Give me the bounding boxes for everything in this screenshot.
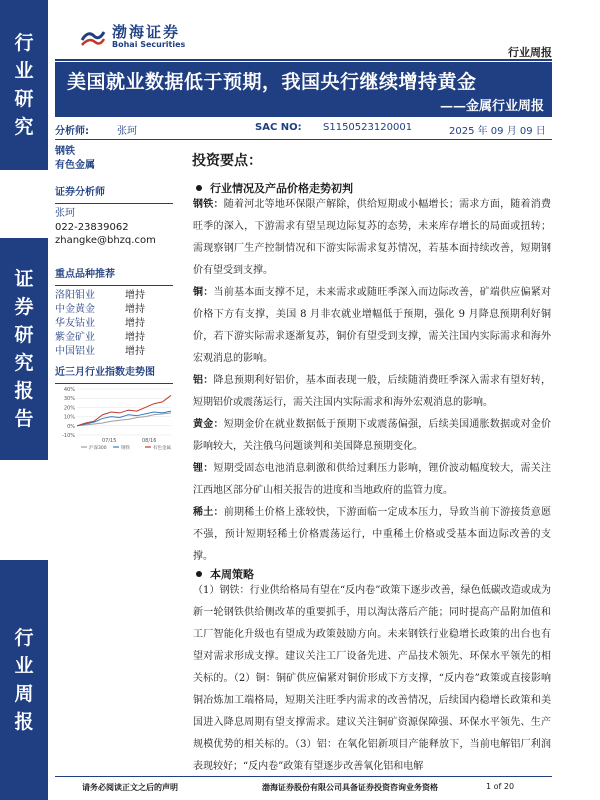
- stock-name: 中国铝业: [55, 346, 95, 357]
- analyst-phone: 022-23839062: [55, 222, 129, 233]
- sidebar-char: 业: [14, 655, 34, 677]
- stock-rating: 增持: [125, 332, 145, 343]
- para-text: 随着河北等地环保限产解除，供给短期或小幅增长；需求方面，随着消费旺季的深入，下游需求有望呈现边际复苏的态势，未来库存增长的局面或扭转；需现察钢厂生产控制情况和下游实际需求复苏情况，若基本面持续改善，短期钢价有望受到支撑。: [193, 199, 552, 276]
- para-label: 铝：: [193, 375, 214, 386]
- legend-label: 有色金属: [153, 446, 171, 451]
- report-date: 2025 年 09 月 09 日: [449, 126, 546, 137]
- series-line: [77, 413, 171, 426]
- recommendation-row: [55, 289, 173, 303]
- recommendations-title: 重点品种推荐: [55, 269, 115, 280]
- title-banner: [55, 62, 552, 117]
- stock-name: 中金黄金: [55, 304, 95, 315]
- stock-rating: 增持: [125, 290, 145, 301]
- bohai-logo: [80, 24, 185, 49]
- logo-en-text: Bohai Securities: [112, 40, 186, 49]
- sidebar-char: 报: [14, 711, 34, 733]
- analyst-card-name: 张珂: [55, 208, 75, 219]
- industry-tag: 有色金属: [55, 160, 95, 171]
- series-line: [77, 411, 171, 426]
- lithium-paragraph: [193, 458, 551, 502]
- investment-highlights-title: 投资要点：: [192, 153, 262, 169]
- bohai-logo-icon: [80, 26, 106, 48]
- divider: [55, 285, 173, 286]
- stock-name: 洛阳钼业: [55, 290, 95, 301]
- page-number: 1 of 20: [486, 782, 515, 791]
- footer-divider: [55, 776, 552, 777]
- x-tick-label: 07/15: [102, 438, 117, 444]
- rare-earth-paragraph: [193, 502, 551, 568]
- stock-name: 华友钴业: [55, 318, 95, 329]
- divider: [55, 203, 173, 204]
- sidebar-char: 周: [14, 683, 34, 705]
- y-tick-label: 10%: [63, 414, 75, 421]
- para-label: 钢铁：: [193, 199, 224, 210]
- y-tick-label: -10%: [62, 433, 75, 439]
- legend-label: 沪深300: [89, 446, 107, 451]
- analyst-email: zhangke@bhzq.com: [55, 235, 156, 246]
- gold-paragraph: [193, 414, 551, 458]
- sidebar-char: 研: [14, 88, 34, 110]
- sidebar-block-weekly: [0, 560, 48, 800]
- sidebar-block-industry-research: [0, 0, 48, 170]
- footer-qualification: 渤海证券股份有限公司具备证券投资咨询业务资格: [262, 783, 438, 792]
- recommendation-row: [55, 331, 173, 345]
- para-text: 短期受固态电池消息刺激和供给过剩压力影响，锂价波动幅度较大，需关注江西地区部分矿山相关报告的进度和当地政府的监管力度。: [193, 463, 552, 496]
- meta-divider: [55, 139, 552, 140]
- industry-trend-chart: [55, 385, 175, 451]
- sidebar-char: 券: [14, 296, 34, 318]
- sidebar-char: 行: [14, 32, 34, 54]
- report-title: 美国就业数据低于预期，我国央行继续增持黄金: [67, 71, 477, 93]
- logo-cn-text: 渤海证券: [112, 23, 181, 41]
- subsection-title: 本周策略: [210, 568, 254, 581]
- recommendation-row: [55, 303, 173, 317]
- sidebar-block-research-report: [0, 238, 48, 460]
- chart-title-block: [55, 366, 173, 387]
- divider: [55, 383, 173, 384]
- analyst-card: [55, 186, 173, 247]
- recommendation-row: [55, 345, 173, 359]
- sidebar-char: 研: [14, 324, 34, 346]
- industry-tags: [55, 145, 173, 173]
- sidebar-char: 究: [14, 352, 34, 374]
- recommendations: [55, 268, 173, 359]
- series-line: [77, 395, 171, 425]
- sac-label: SAC NO:: [255, 122, 302, 133]
- sidebar-char: 告: [14, 408, 34, 430]
- subsection-title: 行业情况及产品价格走势初判: [210, 182, 353, 195]
- chart-title: 近三月行业指数走势图: [55, 367, 155, 378]
- bullet-icon: [196, 571, 202, 577]
- y-tick-label: 20%: [63, 405, 75, 412]
- para-text: 短期金价在就业数据低于预期下或震荡偏强，后续美国通胀数据或对金价影响较大，关注俄乌问题谈判和美国降息预期变化。: [193, 419, 552, 452]
- header-divider: [55, 59, 552, 61]
- para-label: 铜：: [193, 287, 214, 298]
- legend-label: 钢铁: [121, 446, 130, 451]
- recommendation-row: [55, 317, 173, 331]
- footer-disclaimer: 请务必阅读正文之后的声明: [82, 783, 178, 792]
- stock-rating: 增持: [125, 346, 145, 357]
- stock-rating: 增持: [125, 318, 145, 329]
- x-tick-label: 08/16: [142, 438, 157, 444]
- bullet-icon: [196, 185, 202, 191]
- steel-paragraph: [193, 194, 551, 282]
- copper-paragraph: [193, 282, 551, 370]
- sidebar-char: 行: [14, 627, 34, 649]
- analyst-section-title: 证券分析师: [55, 187, 105, 198]
- aluminum-paragraph: [193, 370, 551, 414]
- report-subtitle: ——金属行业周报: [439, 99, 544, 114]
- report-type: 行业周报: [508, 46, 552, 59]
- sidebar-char: 报: [14, 380, 34, 402]
- para-text: 降息预期利好铝价，基本面表现一般，后续随消费旺季深入需求有望好转，短期铝价或震荡运行，需关注国内实际需求和海外宏观消息的影响。: [193, 375, 552, 408]
- para-text: 前期稀土价格上涨较快，下游面临一定成本压力，导致当前下游接货意愿不强，预计短期轻稀土价格震荡运行，中重稀土价格或受基本面边际改善的支撑。: [193, 507, 552, 562]
- para-label: 黄金：: [193, 419, 224, 430]
- analyst-label: 分析师:: [55, 126, 89, 137]
- meta-row: [55, 119, 552, 137]
- para-label: 稀土：: [193, 507, 224, 518]
- para-label: 锂：: [193, 463, 214, 474]
- sac-number: S1150523120001: [323, 122, 413, 133]
- y-tick-label: 40%: [63, 387, 75, 393]
- analyst-name: 张珂: [117, 126, 137, 137]
- sidebar-char: 证: [14, 268, 34, 290]
- sidebar-char: 究: [14, 116, 34, 138]
- para-text: 当前基本面支撑不足，未来需求或随旺季深入而边际改善，矿端供应偏紧对价格下方有支撑，美国 8 月非农就业增幅低于预期，强化 9 月降息预期利好铜价，若下游实际需求逐渐复苏，铜价有望受到支撑，需关注国内实际需求和海外宏观消息的影响。: [193, 287, 552, 364]
- stock-rating: 增持: [125, 304, 145, 315]
- y-tick-label: 30%: [63, 396, 75, 403]
- stock-name: 紫金矿业: [55, 332, 95, 343]
- sidebar-char: 业: [14, 60, 34, 82]
- y-tick-label: 0%: [67, 423, 75, 430]
- strategy-paragraph: （1）钢铁：行业供给格局有望在“反内卷”政策下逐步改善，绿色低碳改造或成为新一轮钢铁供给侧改革的重要抓手，用以淘汰落后产能；同时提高产品附加值和工厂智能化升级也有望成为政策鼓励方向。未来钢铁行业稳增长政策的出台也有望对需求形成支撑。建议关注工厂设备先进、产品技术领先、环保水平领先的相关标的。（2）铜：铜矿供应偏紧对铜价形成下方支撑，“反内卷”政策或直接影响铜冶炼加工端格局，短期关注旺季内需求的改善情况，后续国内稳增长政策和美国进入降息周期有望支撑需求。建议关注铜矿资源保障强、环保水平领先、生产规模优势的相关标的。（3）铝：在氧化铝新项目产能释放下，当前电解铝厂利润表现较好；“反内卷”政策有望逐步改善氧化铝和电解: [193, 585, 551, 772]
- industry-tag: 钢铁: [55, 146, 75, 157]
